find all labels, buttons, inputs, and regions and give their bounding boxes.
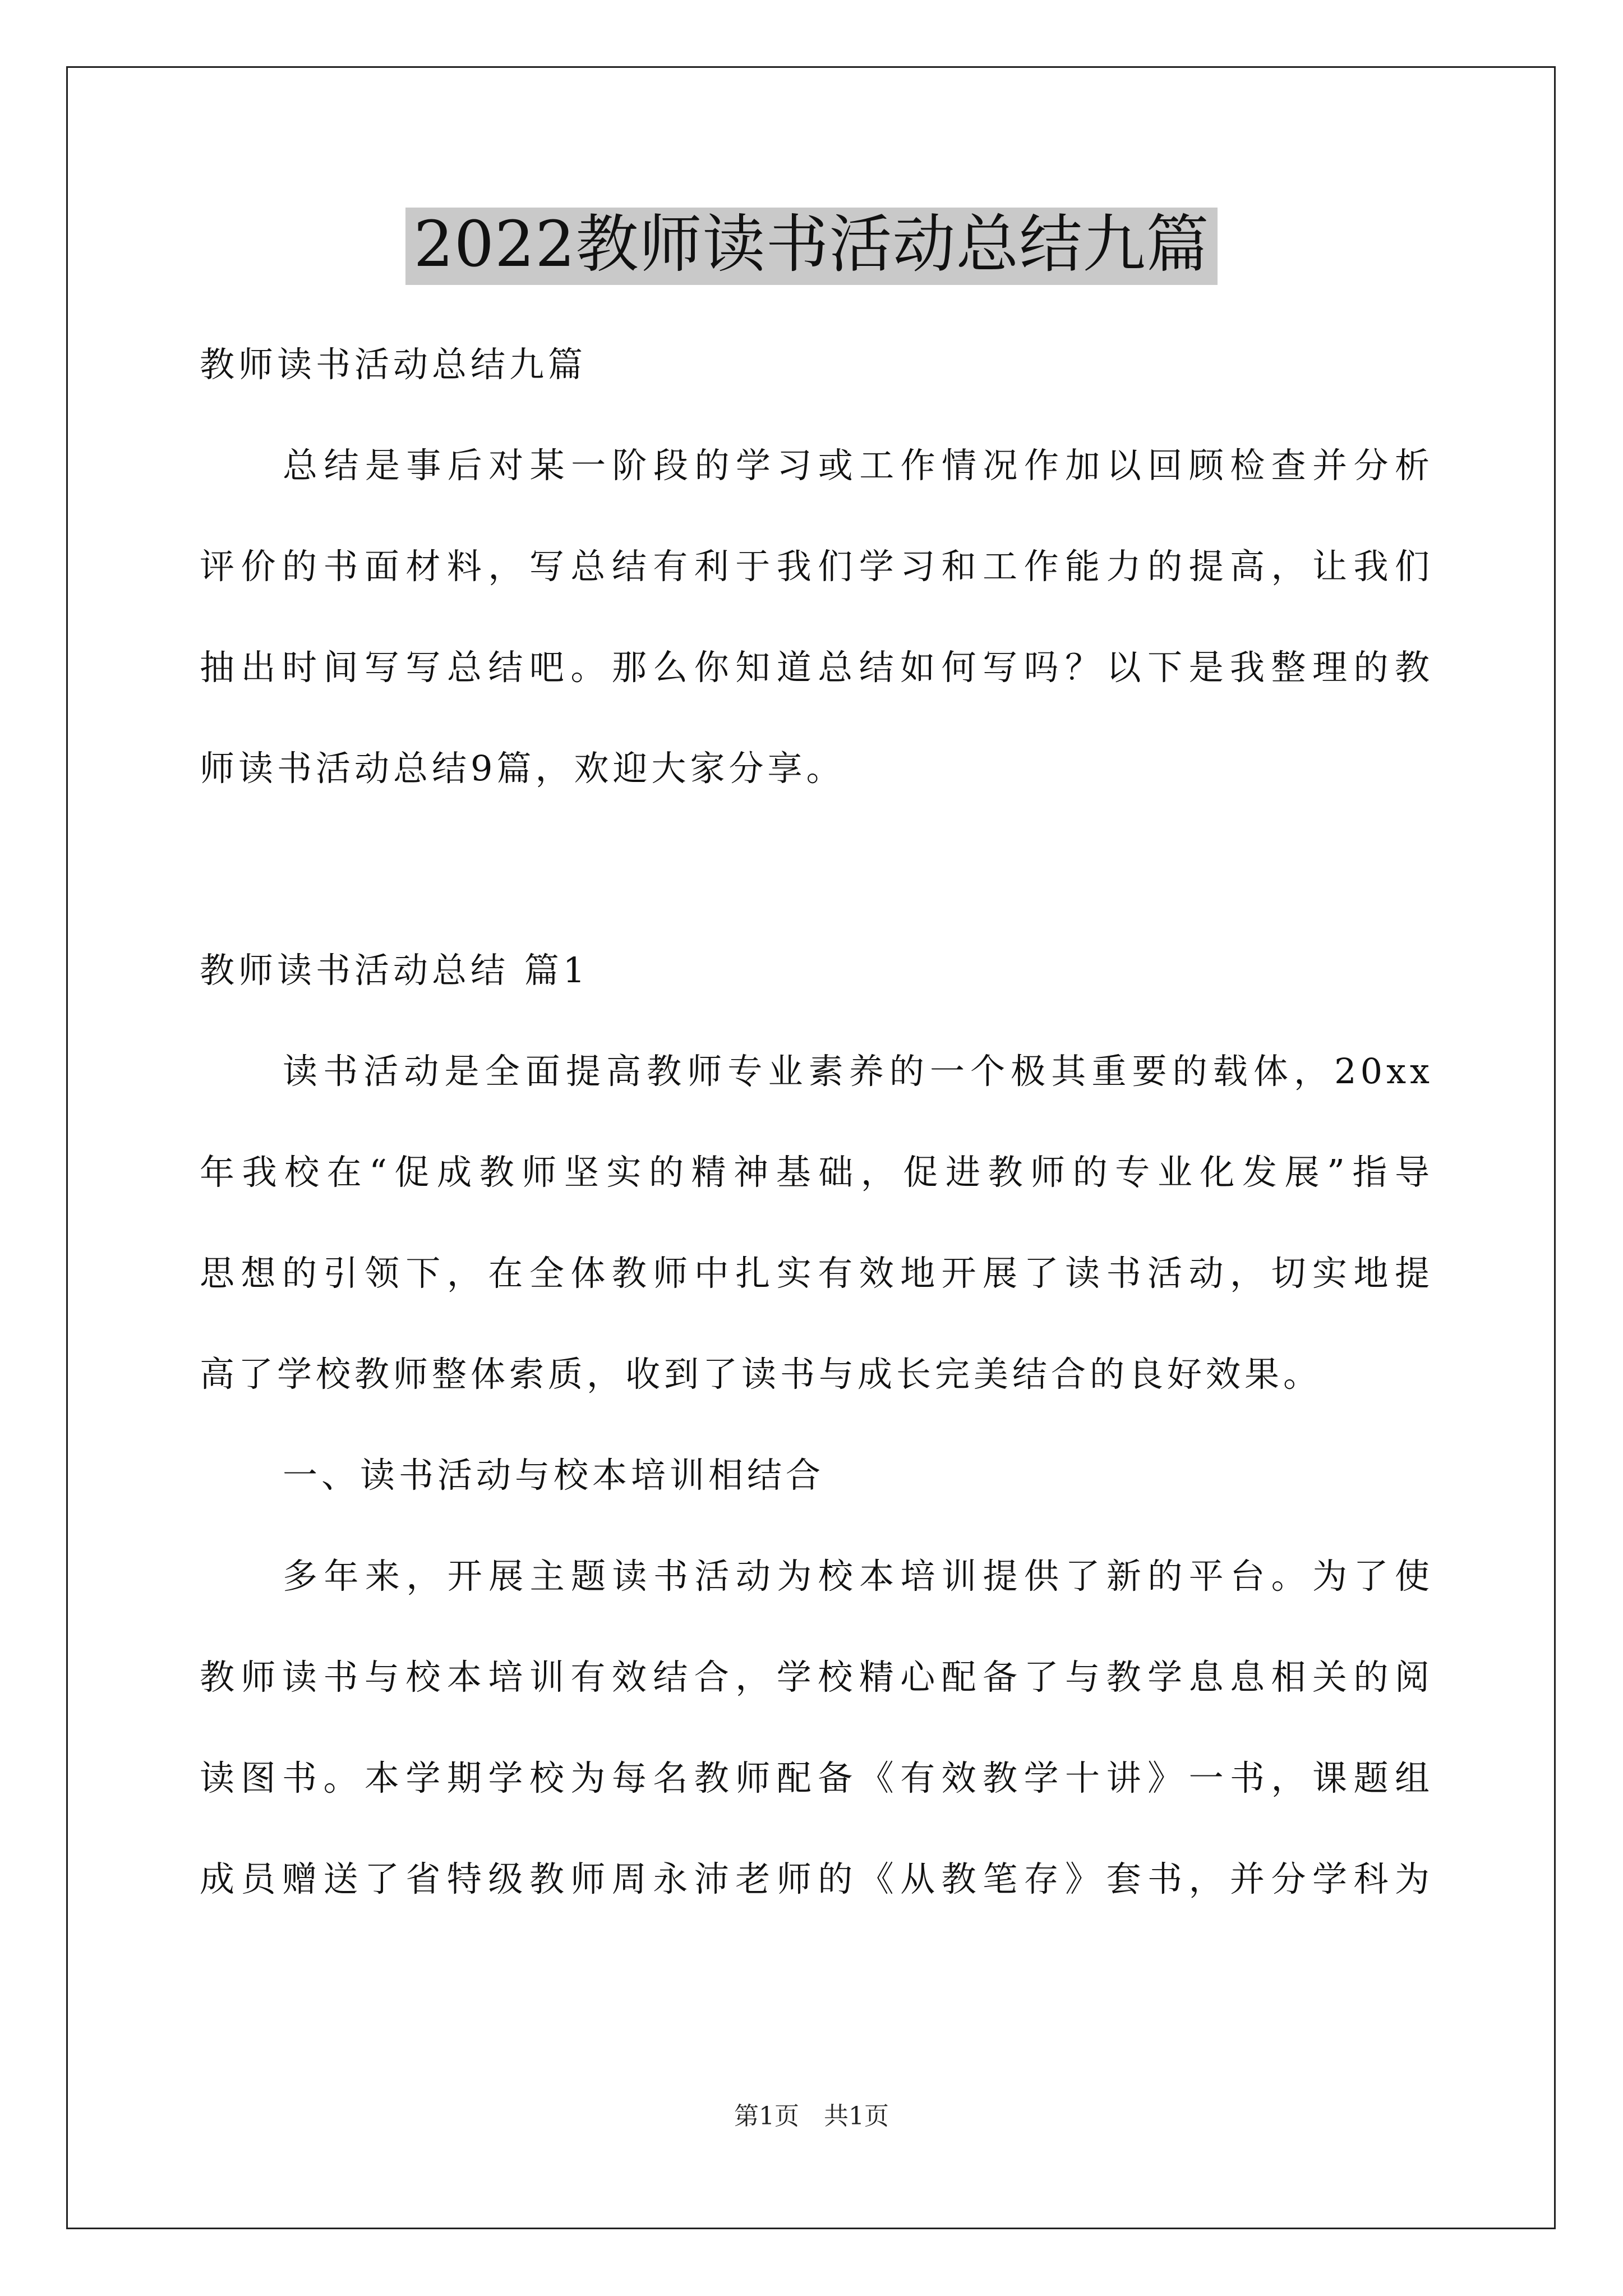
section-heading: 教师读书活动总结 篇1 [200, 950, 589, 991]
document-body [200, 314, 1433, 1930]
document-title-text: 2022教师读书活动总结九篇 [405, 208, 1217, 285]
paragraph-line: 思想的引领下，在全体教师中扎实有效地开展了读书活动，切实地提 [200, 1253, 1433, 1294]
subheading: 一、读书活动与校本培训相结合 [283, 1455, 825, 1496]
paragraph-gap [200, 819, 1433, 920]
intro-line: 评价的书面材料，写总结有利于我们学习和工作能力的提高，让我们 [200, 546, 1433, 587]
paragraph-line: 高了学校教师整体索质，收到了读书与成长完美结合的良好效果。 [200, 1354, 1322, 1395]
intro-line: 抽出时间写写总结吧。那么你知道总结如何写吗？以下是我整理的教 [200, 647, 1433, 688]
paragraph-line: 成员赠送了省特级教师周永沛老师的《从教笔存》套书，并分学科为 [200, 1858, 1433, 1899]
document-title [0, 208, 1623, 285]
page-footer: 第1页 共1页 [734, 2102, 889, 2131]
paragraph-line: 教师读书与校本培训有效结合，学校精心配备了与教学息息相关的阅 [200, 1657, 1433, 1697]
document-subtitle: 教师读书活动总结九篇 [200, 344, 587, 385]
paragraph-line: 读图书。本学期学校为每名教师配备《有效教学十讲》一书，课题组 [200, 1757, 1433, 1798]
paragraph-line: 读书活动是全面提高教师专业素养的一个极其重要的载体，20xx [283, 1051, 1433, 1092]
paragraph-line: 年我校在“促成教师坚实的精神基础，促进教师的专业化发展”指导 [200, 1152, 1433, 1193]
intro-line: 总结是事后对某一阶段的学习或工作情况作加以回顾检查并分析 [283, 445, 1433, 486]
intro-line: 师读书活动总结9篇，欢迎大家分享。 [200, 748, 845, 789]
paragraph-line: 多年来，开展主题读书活动为校本培训提供了新的平台。为了使 [283, 1556, 1433, 1596]
